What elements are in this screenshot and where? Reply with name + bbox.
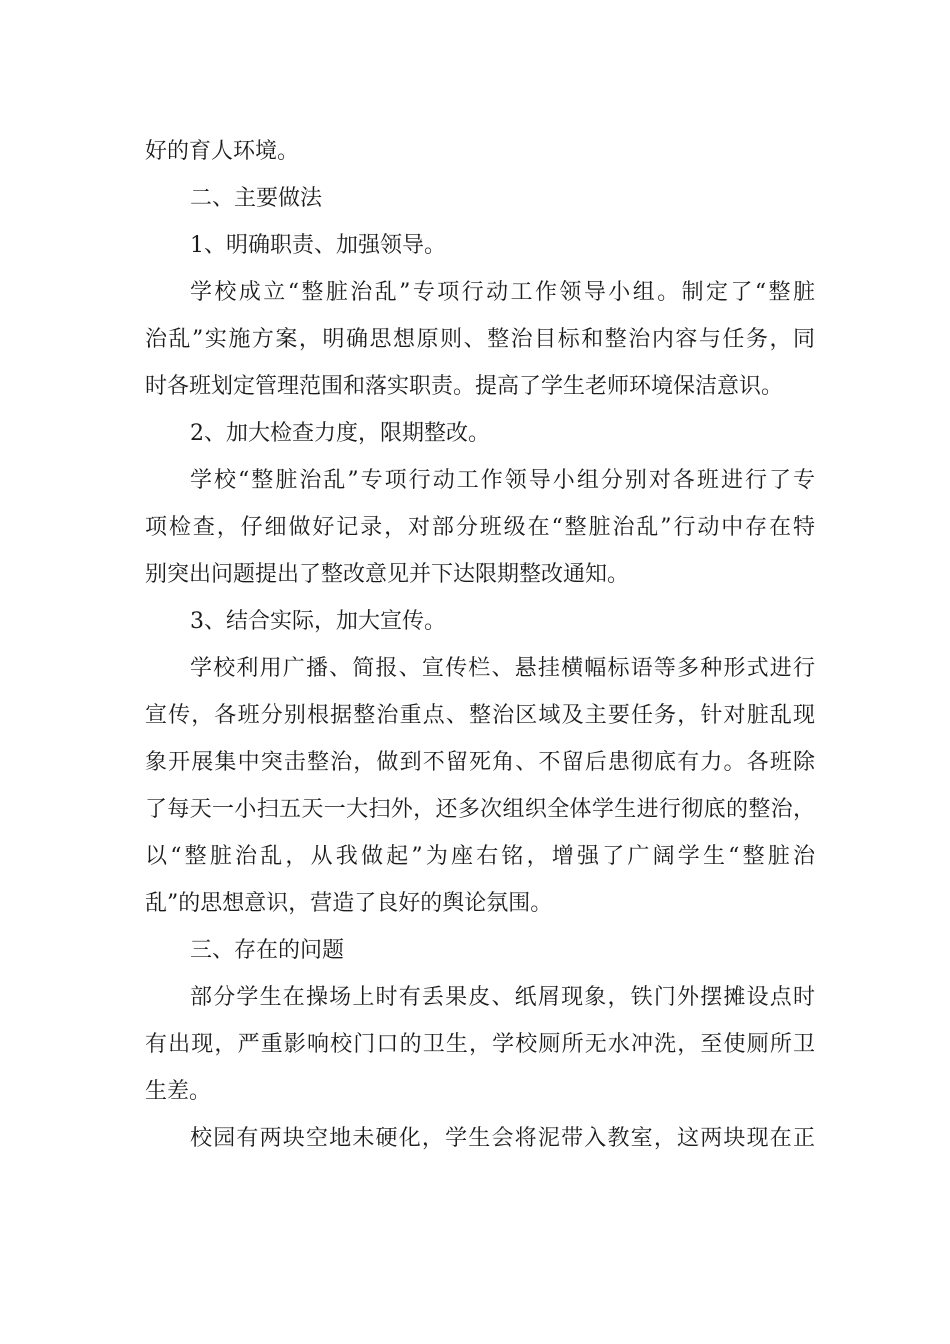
subsection-heading: 1、明确职责、加强领导。 [190,233,446,258]
text-line: 学校利用广播、简报、宣传栏、悬挂横幅标语等多种形式进行 [190,656,815,681]
text-line: 时各班划定管理范围和落实职责。提高了学生老师环境保洁意识。 [145,374,784,399]
text-line: 好的育人环境。 [145,139,300,164]
text-line: 有出现，严重影响校门口的卫生，学校厕所无水冲洗，至使厕所卫 [145,1032,815,1057]
section-heading: 三、存在的问题 [190,938,345,963]
text-line: 治乱”实施方案，明确思想原则、整治目标和整治内容与任务，同 [145,327,815,352]
text-line: 生差。 [145,1079,212,1104]
text-line: 象开展集中突击整治，做到不留死角、不留后患彻底有力。各班除 [145,750,815,775]
section-heading: 二、主要做法 [190,186,323,211]
subsection-heading: 2、加大检查力度，限期整改。 [190,421,490,446]
text-line: 以“整脏治乱，从我做起”为座右铭，增强了广阔学生“整脏治 [145,844,815,869]
text-line: 部分学生在操场上时有丢果皮、纸屑现象，铁门外摆摊设点时 [190,985,815,1010]
text-line: 宣传，各班分别根据整治重点、整治区域及主要任务，针对脏乱现 [145,703,815,728]
text-line: 乱”的思想意识，营造了良好的舆论氛围。 [145,891,553,916]
text-line: 校园有两块空地未硬化，学生会将泥带入教室，这两块现在正 [190,1126,815,1151]
subsection-heading: 3、结合实际，加大宣传。 [190,609,446,634]
document-body [145,128,815,1162]
text-line: 了每天一小扫五天一大扫外，还多次组织全体学生进行彻底的整治， [145,797,815,822]
text-line: 学校成立“整脏治乱”专项行动工作领导小组。制定了“整脏 [190,280,815,305]
text-line: 别突出问题提出了整改意见并下达限期整改通知。 [145,562,630,587]
text-line: 项检查，仔细做好记录，对部分班级在“整脏治乱”行动中存在特 [145,515,815,540]
text-line: 学校“整脏治乱”专项行动工作领导小组分别对各班进行了专 [190,468,815,493]
